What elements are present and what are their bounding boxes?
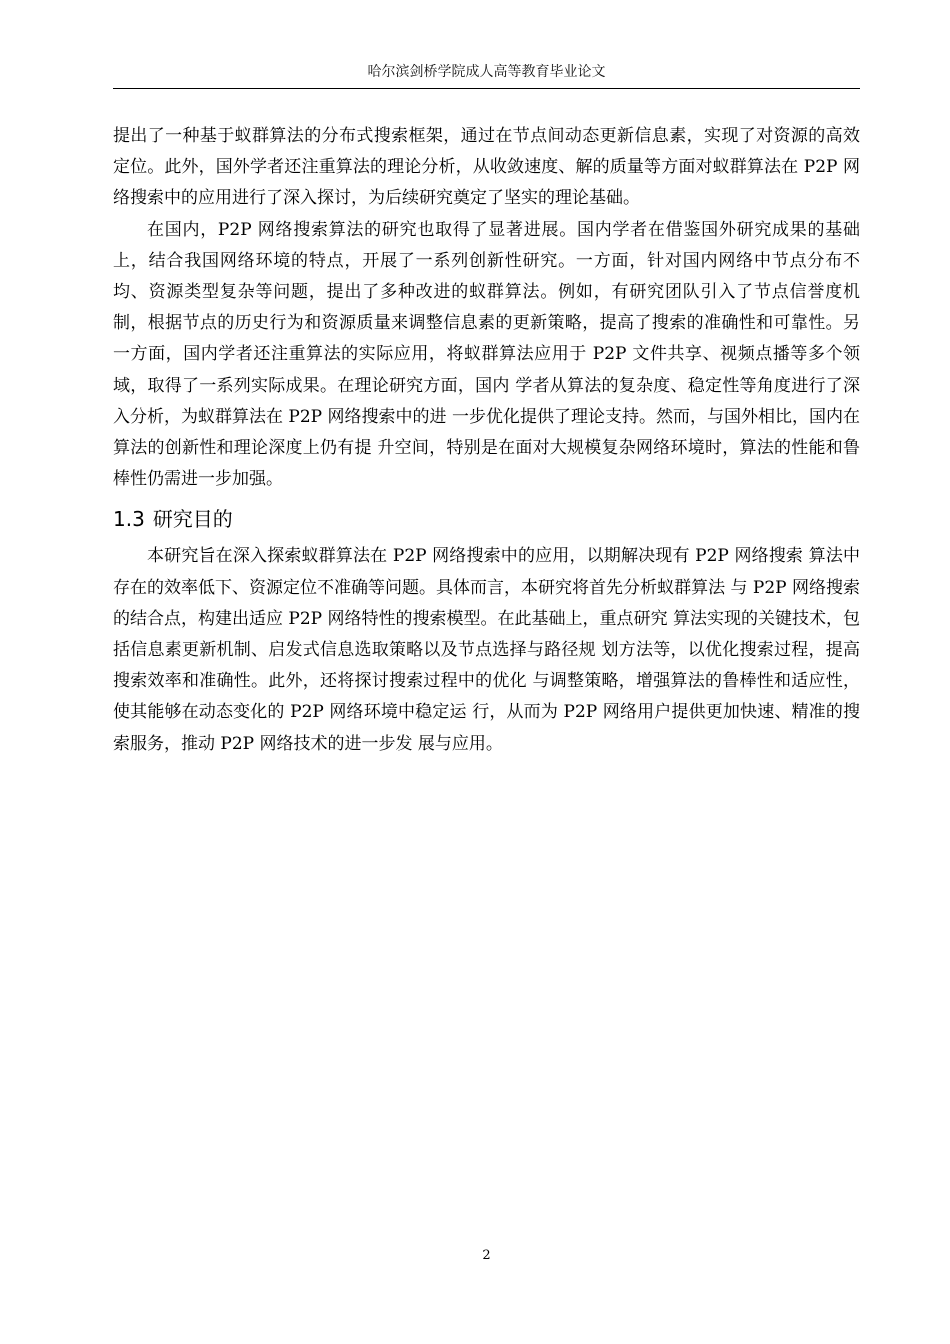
section-title: 研究目的 (152, 507, 233, 532)
section-heading (113, 498, 860, 541)
running-header: 哈尔滨剑桥学院成人高等教育毕业论文 (367, 64, 606, 80)
section-number: 1.3 (113, 507, 145, 532)
page-number: 2 (482, 1248, 491, 1263)
header-rule (113, 88, 860, 89)
paragraph-domestic-research: 在国内，P2P 网络搜索算法的研究也取得了显著进展。国内学者在借鉴国外研究成果的基础上，结合我国网络环境的特点，开展了一系列创新性研究。一方面，针对国内网络中节点分布不均、资源类型复杂等问题，提出了多种改进的蚁群算法。例如，有研究团队引入了节点信誉度机制，根据节点的历史行为和资源质量来调整信息素的更新策略，提高了搜索的准确性和可靠性。另一方面，国内学者还注重算法的实际应用，将蚁群算法应用于 P2P 文件共享、视频点播等多个领域，取得了一系列实际成果。在理论研究方面，国内 学者从算法的复杂度、稳定性等角度进行了深入分析，为蚁群算法在 P2P 网络搜索中的进 一步优化提供了理论支持。然而，与国外相比，国内在算法的创新性和理论深度上仍有提 升空间，特别是在面对大规模复杂网络环境时，算法的性能和鲁棒性仍需进一步加强。 (113, 219, 860, 490)
paragraph-research-purpose: 本研究旨在深入探索蚁群算法在 P2P 网络搜索中的应用，以期解决现有 P2P 网络搜索 算法中存在的效率低下、资源定位不准确等问题。具体而言，本研究将首先分析蚁群算法 与 P2P 网络搜索的结合点，构建出适应 P2P 网络特性的搜索模型。在此基础上，重点研究 算法实现的关键技术，包括信息素更新机制、启发式信息选取策略以及节点选择与路径规 划方法等，以优化搜索过程，提高搜索效率和准确性。此外，还将探讨搜索过程中的优化 与调整策略，增强算法的鲁棒性和适应性，使其能够在动态变化的 P2P 网络环境中稳定运 行，从而为 P2P 网络用户提供更加快速、精准的搜索服务，推动 P2P 网络技术的进一步发 展与应用。 (113, 546, 860, 754)
paragraph-foreign-research: 提出了一种基于蚁群算法的分布式搜索框架，通过在节点间动态更新信息素，实现了对资源的高效定位。此外，国外学者还注重算法的理论分析，从收敛速度、解的质量等方面对蚁群算法在 P2P 网络搜索中的应用进行了深入探讨，为后续研究奠定了坚实的理论基础。 (113, 126, 860, 209)
thesis-body (113, 121, 860, 760)
